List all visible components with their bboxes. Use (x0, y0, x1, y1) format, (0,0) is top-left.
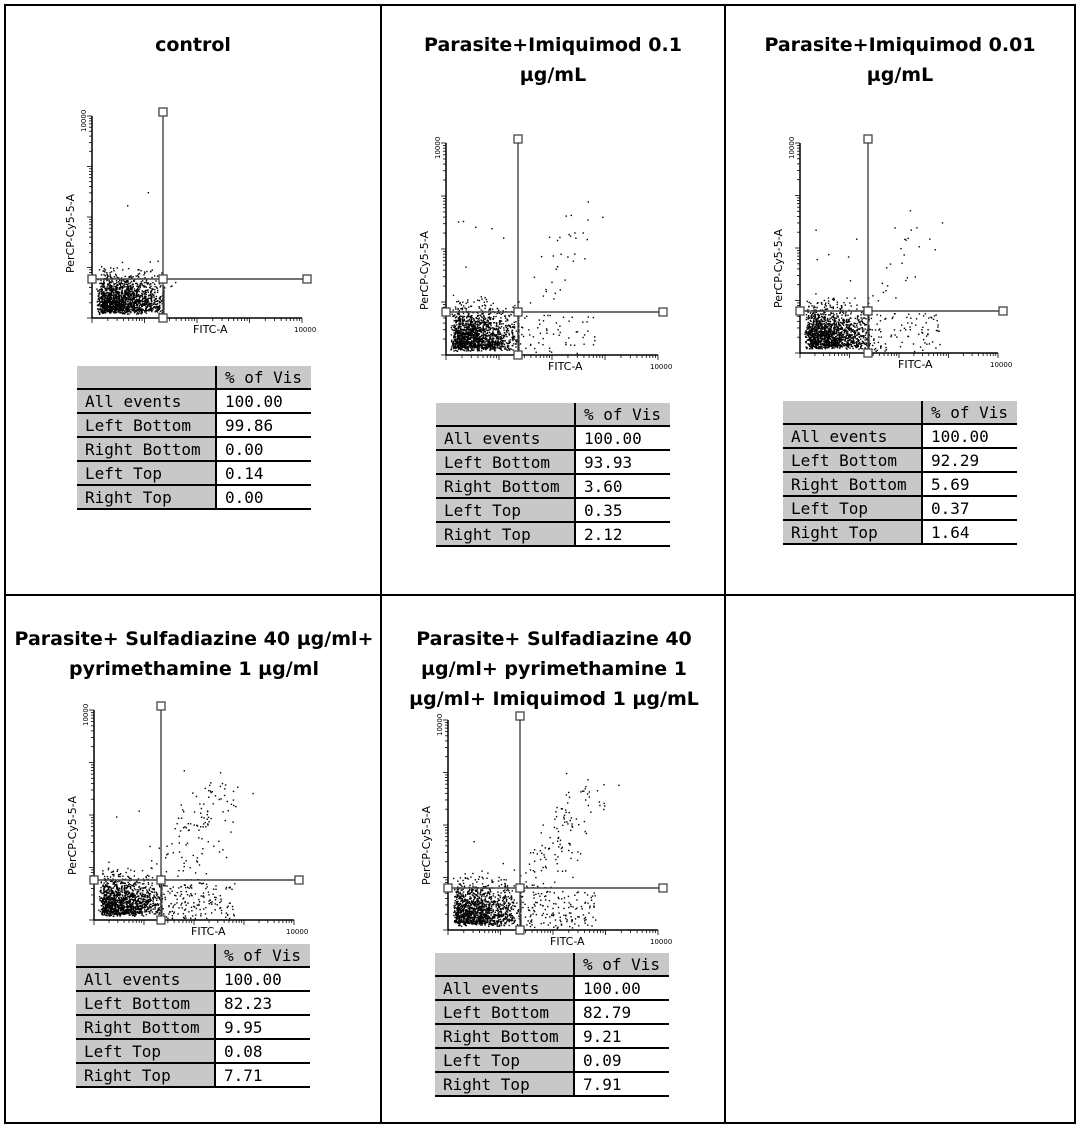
table-row-label: All events (783, 424, 922, 448)
quadrant-table (436, 403, 670, 547)
table-header-blank (436, 403, 575, 426)
quadrant-table (77, 366, 311, 510)
y-axis-max-tick: 10000 (82, 703, 90, 726)
table-header: % of Vis (922, 401, 1017, 424)
table-row-label: Left Top (76, 1039, 215, 1063)
table-row-label: Left Bottom (76, 991, 215, 1015)
table-row-label: Right Top (783, 520, 922, 544)
table-row-label: Left Bottom (435, 1000, 574, 1024)
panel-title: control (155, 34, 231, 56)
event-dots (96, 192, 176, 315)
table-row-value: 0.09 (574, 1048, 669, 1072)
x-axis-label: FITC-A (193, 323, 228, 336)
event-dots (98, 770, 254, 919)
table-header: % of Vis (216, 366, 311, 389)
table-row-label: Left Top (77, 461, 216, 485)
y-axis-max-tick: 10000 (434, 136, 442, 159)
table-row-value: 92.29 (922, 448, 1017, 472)
table-border-left (4, 4, 6, 1124)
table-row-value: 0.08 (215, 1039, 310, 1063)
table-row-value: 100.00 (574, 976, 669, 1000)
table-row-value: 9.21 (574, 1024, 669, 1048)
table-header: % of Vis (215, 944, 310, 967)
quadrant-table (435, 953, 669, 1097)
y-axis-label: PerCP-Cy5-5-A (64, 194, 77, 273)
y-axis-max-tick: 10000 (436, 713, 444, 736)
y-axis-max-tick: 10000 (788, 136, 796, 159)
table-header-blank (76, 944, 215, 967)
panel-title: Parasite+ Sulfadiazine 40 µg/ml+ pyrimethamine 1 µg/ml+ Imiquimod 1 µg/mL (409, 628, 699, 710)
table-row-value: 100.00 (215, 967, 310, 991)
table-divider-1 (380, 4, 382, 1124)
table-row-label: Right Bottom (435, 1024, 574, 1048)
y-axis-label: PerCP-Cy5-5-A (420, 806, 433, 885)
panel-title: Parasite+Imiquimod 0.01 µg/mL (764, 34, 1036, 86)
event-dots (450, 201, 603, 354)
table-header: % of Vis (574, 953, 669, 976)
x-axis-max-tick: 10000 (286, 928, 309, 936)
table-row-value: 0.00 (216, 485, 311, 509)
table-row-label: Right Bottom (77, 437, 216, 461)
y-axis-label: PerCP-Cy5-5-A (66, 796, 79, 875)
table-row-value: 100.00 (575, 426, 670, 450)
table-row-value: 0.14 (216, 461, 311, 485)
y-axis-label: PerCP-Cy5-5-A (418, 231, 431, 310)
table-row-label: Right Bottom (436, 474, 575, 498)
event-dots (804, 210, 943, 352)
table-border-top (4, 4, 1076, 6)
panel-title: Parasite+ Sulfadiazine 40 µg/ml+ pyrimethamine 1 µg/ml (14, 628, 374, 680)
table-row-value: 7.71 (215, 1063, 310, 1087)
table-row-value: 3.60 (575, 474, 670, 498)
table-row-value: 0.37 (922, 496, 1017, 520)
table-row-label: Left Bottom (783, 448, 922, 472)
table-row-label: All events (77, 389, 216, 413)
table-row-label: All events (436, 426, 575, 450)
table-row-value: 7.91 (574, 1072, 669, 1096)
scatter-plot (766, 135, 1026, 375)
scatter-plot (414, 135, 674, 375)
x-axis-label: FITC-A (550, 935, 585, 948)
table-row-label: Left Bottom (77, 413, 216, 437)
x-axis-max-tick: 10000 (650, 938, 673, 946)
table-row-value: 0.35 (575, 498, 670, 522)
table-row-label: All events (435, 976, 574, 1000)
table-row-label: Right Bottom (783, 472, 922, 496)
scatter-plot (62, 702, 322, 942)
table-row-value: 82.23 (215, 991, 310, 1015)
x-axis-max-tick: 10000 (990, 361, 1013, 369)
scatter-plot (414, 712, 674, 950)
table-row-label: Right Top (436, 522, 575, 546)
quadrant-table (783, 401, 1017, 545)
table-row-value: 0.00 (216, 437, 311, 461)
table-row-label: All events (76, 967, 215, 991)
table-row-label: Right Bottom (76, 1015, 215, 1039)
table-row-value: 100.00 (216, 389, 311, 413)
x-axis-max-tick: 10000 (294, 326, 317, 334)
table-border-bottom (4, 1122, 1076, 1124)
table-header: % of Vis (575, 403, 670, 426)
scatter-plot (62, 108, 322, 338)
table-header-blank (77, 366, 216, 389)
table-row-value: 100.00 (922, 424, 1017, 448)
table-header-blank (783, 401, 922, 424)
table-row-label: Left Top (436, 498, 575, 522)
table-row-value: 99.86 (216, 413, 311, 437)
table-row-label: Left Bottom (436, 450, 575, 474)
table-row-value: 9.95 (215, 1015, 310, 1039)
y-axis-max-tick: 10000 (80, 109, 88, 132)
table-row-label: Left Top (783, 496, 922, 520)
table-row-label: Right Top (435, 1072, 574, 1096)
table-row-label: Left Top (435, 1048, 574, 1072)
table-border-right (1074, 4, 1076, 1124)
table-border-middle (4, 594, 1076, 596)
table-row-label: Right Top (77, 485, 216, 509)
table-row-value: 2.12 (575, 522, 670, 546)
table-header-blank (435, 953, 574, 976)
table-row-label: Right Top (76, 1063, 215, 1087)
x-axis-label: FITC-A (191, 925, 226, 938)
table-row-value: 82.79 (574, 1000, 669, 1024)
table-row-value: 5.69 (922, 472, 1017, 496)
quadrant-table (76, 944, 310, 1088)
x-axis-label: FITC-A (548, 360, 583, 373)
table-divider-2 (724, 4, 726, 1124)
table-row-value: 1.64 (922, 520, 1017, 544)
y-axis-label: PerCP-Cy5-5-A (772, 229, 785, 308)
x-axis-label: FITC-A (898, 358, 933, 371)
x-axis-max-tick: 10000 (650, 363, 673, 371)
event-dots (453, 773, 620, 929)
table-row-value: 93.93 (575, 450, 670, 474)
panel-title: Parasite+Imiquimod 0.1 µg/mL (424, 34, 682, 86)
